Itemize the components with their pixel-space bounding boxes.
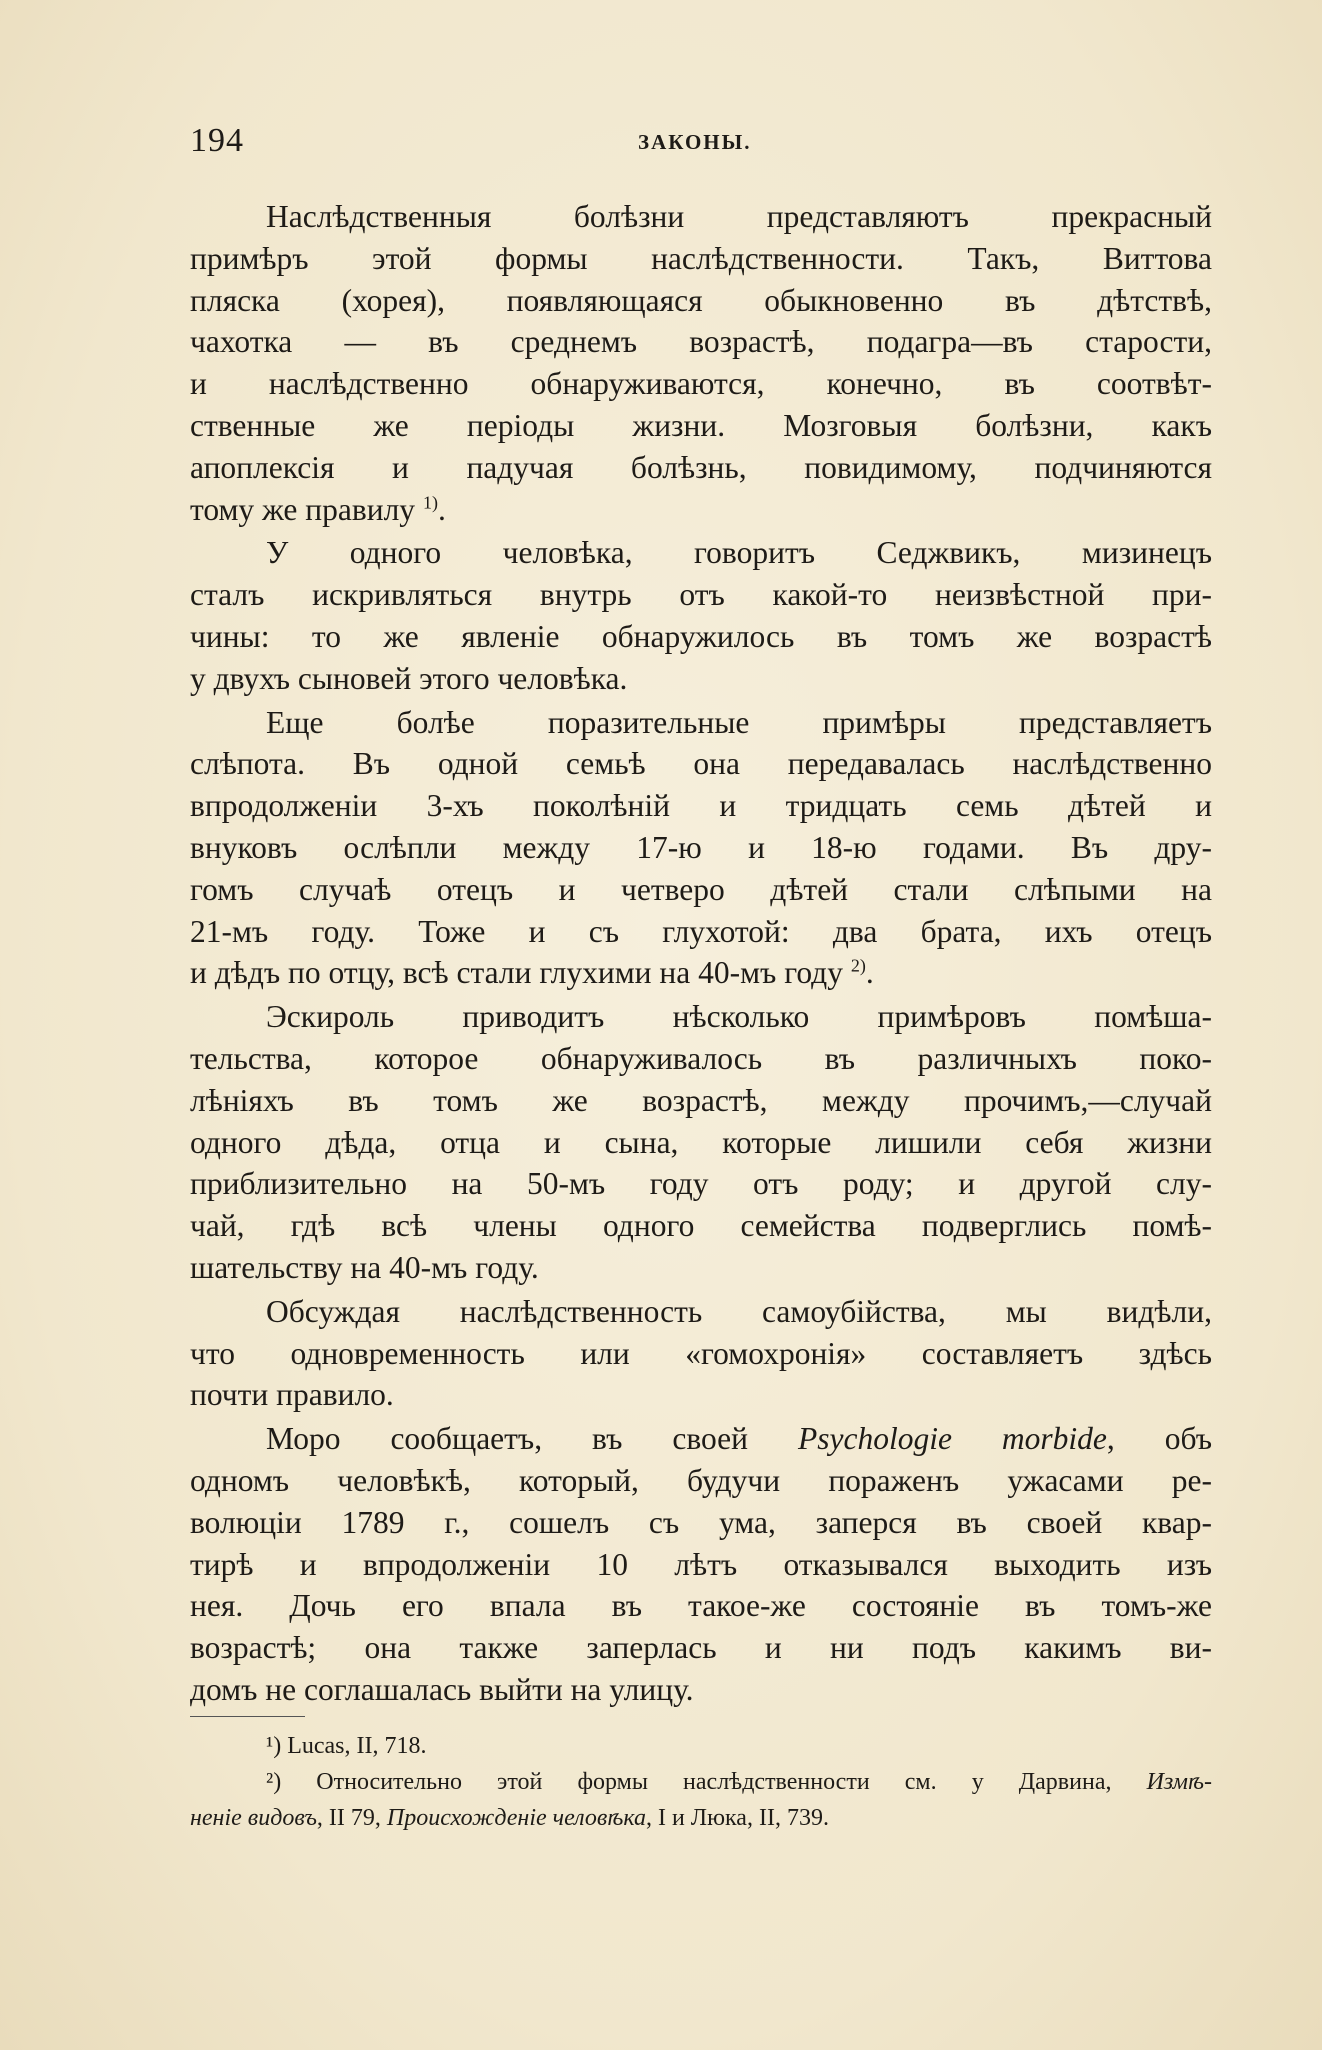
- paragraph-5: [190, 1291, 1212, 1416]
- text-line: волюціи 1789 г., сошелъ съ ума, заперся въ своей квар-: [190, 1504, 1212, 1540]
- text-line: одного дѣда, отца и сына, которые лишили себя жизни: [190, 1124, 1212, 1160]
- text-line: почти правило.: [190, 1377, 394, 1413]
- text-line: ственные же періоды жизни. Мозговыя болѣзни, какъ: [190, 407, 1212, 443]
- text-fragment: .: [865, 955, 874, 991]
- footnote-2: [190, 1764, 1212, 1800]
- text-line: [190, 489, 1212, 531]
- footnote-text: Относительно этой формы наслѣдственности см. у Дарвина,: [281, 1769, 1147, 1795]
- text-line: чахотка — въ среднемъ возрастѣ, подагра—въ старости,: [190, 324, 1212, 360]
- text-line: нея. Дочь его впала въ такое-же состояніе въ томъ-же: [190, 1588, 1212, 1624]
- text-fragment: Моро сообщаетъ, въ своей: [266, 1421, 798, 1457]
- text-line: лѣніяхъ въ томъ же возрастѣ, между прочимъ,—случай: [190, 1082, 1212, 1118]
- text-line: внуковъ ослѣпли между 17-ю и 18-ю годами. Въ дру-: [190, 829, 1212, 865]
- footnote-text: , I и Люка, II, 739.: [645, 1805, 829, 1831]
- text-line: Эскироль приводитъ нѣсколько примѣровъ помѣша-: [266, 999, 1212, 1035]
- text-line: Наслѣдственныя болѣзни представляютъ прекрасный: [266, 199, 1212, 234]
- text-line: у двухъ сыновей этого человѣка.: [190, 660, 628, 696]
- footnote-book-title: неніе видовъ: [190, 1805, 317, 1831]
- text-line: шательству на 40-мъ году.: [190, 1249, 539, 1285]
- footnote-book-title: Происхожденіе человѣка: [386, 1805, 646, 1831]
- book-title: Psychologie morbide: [797, 1421, 1107, 1457]
- running-title: ЗАКОНЫ.: [638, 130, 752, 154]
- footnote-book-title: Измѣ-: [1146, 1769, 1212, 1795]
- footnote-text: , II 79,: [316, 1805, 387, 1831]
- text-line: возрастѣ; она также заперлась и ни подъ какимъ ви-: [190, 1630, 1212, 1666]
- body-text: [190, 196, 1212, 1713]
- text-line: Обсуждая наслѣдственность самоубійства, мы видѣли,: [266, 1293, 1212, 1329]
- text-line: [190, 1418, 1212, 1460]
- footnote-marker: ¹): [266, 1733, 282, 1759]
- footnotes: [190, 1728, 1212, 1836]
- text-fragment: тому же правилу: [190, 491, 416, 527]
- text-line: и наслѣдственно обнаруживаются, конечно, въ соотвѣт-: [190, 366, 1212, 402]
- footnote-1: [190, 1728, 1212, 1764]
- text-line: У одного человѣка, говоритъ Седжвикъ, мизинецъ: [266, 535, 1212, 571]
- text-line: [190, 952, 1212, 994]
- paragraph-6: [190, 1418, 1212, 1711]
- text-line: слѣпота. Въ одной семьѣ она передавалась наслѣдственно: [190, 746, 1212, 782]
- page-header: [190, 122, 1220, 172]
- footnote-text: Lucas, II, 718.: [281, 1733, 427, 1759]
- text-line: гомъ случаѣ отецъ и четверо дѣтей стали слѣпыми на: [190, 871, 1212, 907]
- text-line: приблизительно на 50-мъ году отъ роду; и другой слу-: [190, 1166, 1212, 1202]
- text-line: впродолженіи 3-хъ поколѣній и тридцать семь дѣтей и: [190, 788, 1212, 824]
- text-line: одномъ человѣкѣ, который, будучи пораженъ ужасами ре-: [190, 1462, 1212, 1498]
- text-line: что одновременность или «гомохронія» составляетъ здѣсь: [190, 1335, 1212, 1371]
- text-fragment: , объ: [1106, 1421, 1213, 1457]
- footnote-ref-2: 2): [850, 955, 866, 976]
- paragraph-2: [190, 532, 1212, 699]
- text-line: тирѣ и впродолженіи 10 лѣтъ отказывался выходить изъ: [190, 1546, 1212, 1582]
- footnote-2-continued: [190, 1800, 1212, 1836]
- footnote-marker: ²): [266, 1769, 282, 1795]
- text-line: 21-мъ году. Тоже и съ глухотой: два брата, ихъ отецъ: [190, 913, 1212, 949]
- footnote-ref-1: 1): [422, 492, 438, 513]
- text-fragment: и дѣдъ по отцу, всѣ стали глухими на 40-мъ году: [190, 955, 843, 991]
- text-line: пляска (хорея), появляющаяся обыкновенно въ дѣтствѣ,: [190, 282, 1212, 318]
- paragraph-3: [190, 702, 1212, 995]
- text-line: примѣръ этой формы наслѣдственности. Такъ, Виттова: [190, 240, 1212, 276]
- text-fragment: .: [437, 491, 446, 527]
- text-line: сталъ искривляться внутрь отъ какой-то неизвѣстной при-: [190, 577, 1212, 613]
- text-line: апоплексія и падучая болѣзнь, повидимому, подчиняются: [190, 449, 1212, 485]
- paragraph-4: [190, 996, 1212, 1289]
- text-line: тельства, которое обнаруживалось въ различныхъ поко-: [190, 1040, 1212, 1076]
- text-line: чай, гдѣ всѣ члены одного семейства подверглись помѣ-: [190, 1208, 1212, 1244]
- paragraph-1: [190, 196, 1212, 530]
- text-line: домъ не соглашалась выйти на улицу.: [190, 1671, 694, 1707]
- text-line: Еще болѣе поразительные примѣры представляетъ: [266, 704, 1212, 740]
- page-number: 194: [190, 122, 244, 159]
- text-line: чины: то же явленіе обнаружилось въ томъ же возрастѣ: [190, 618, 1212, 654]
- footnote-divider: [190, 1716, 305, 1717]
